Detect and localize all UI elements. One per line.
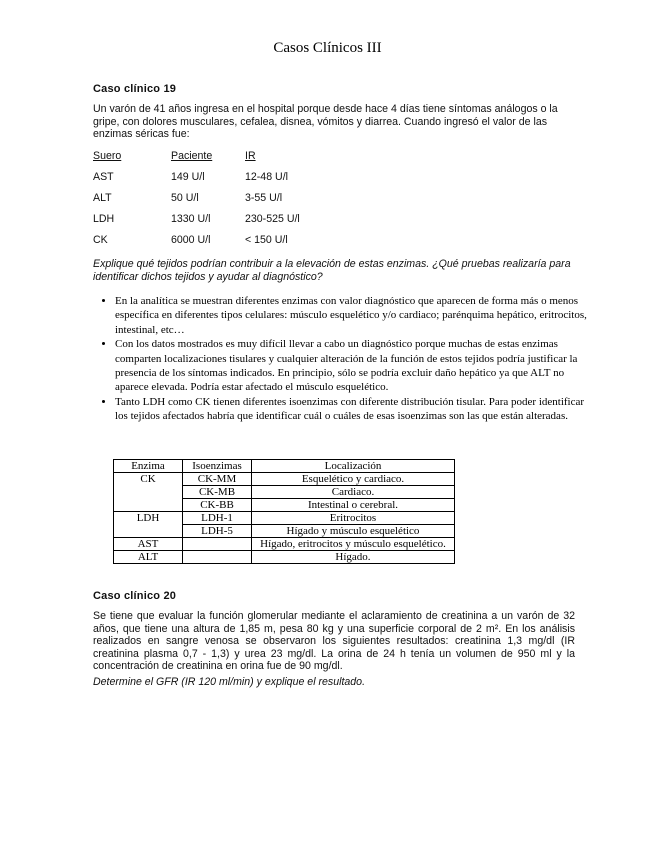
bullet-item: • En la analítica se muestran diferentes enzimas con valor diagnóstico que aparecen de forma más o menos específica en diferentes tipos celulares: músculo esquelético y/o cardiaco; parénquima hepático, eritrocitos, intestinal, etc… [115,294,593,337]
lab-header-paciente: Paciente [171,150,213,162]
bullet-item: • Tanto LDH como CK tienen diferentes isoenzimas con diferente distribución tisular. Para poder identificar los tejidos afectados habría que identificar cuál o cuáles de esas isoenzimas son las que están alteradas. [115,395,593,424]
iso-cell: CK [114,473,183,486]
case19-question: Explique qué tejidos podrían contribuir a la elevación de estas enzimas. ¿Qué pruebas realizaría para identificar dichos tejidos y ayudar al diagnóstico? [93,258,571,283]
iso-cell: LDH-1 [183,512,252,525]
iso-cell: AST [114,538,183,551]
iso-cell: LDH-5 [183,525,252,538]
iso-cell: Hígado, eritrocitos y músculo esquelético. [252,538,455,551]
isoenzyme-table [113,459,455,564]
iso-cell [114,525,183,538]
iso-cell: CK-BB [183,499,252,512]
lab-cell: ALT [93,192,112,204]
lab-cell: AST [93,171,114,183]
iso-cell [114,499,183,512]
iso-header-localizacion: Localización [252,460,455,473]
iso-row [114,551,455,564]
lab-cell: 6000 U/l [171,234,211,246]
case20-question: Determine el GFR (IR 120 ml/min) y explique el resultado. [93,676,366,688]
lab-cell: 230-525 U/l [245,213,300,225]
lab-header-ir: IR [245,150,256,162]
lab-cell: 50 U/l [171,192,199,204]
iso-row [114,538,455,551]
lab-cell: LDH [93,213,115,225]
case20-intro: Se tiene que evaluar la función glomerular mediante el aclaramiento de creatinina a un varón de 32 años, que tiene una altura de 1,85 m, pesa 80 kg y una superficie corporal de 2 m². En los análisis realizados en sangre venosa se observaron los siguientes resultados: creatinina 1,3 mg/dl (IR creatinina plasma 0,7 - 1,3) y urea 23 mg/dl. La orina de 24 h tenía un volumen de 950 ml y la concentración de creatinina en orina fue de 90 mg/dl. [93,610,575,673]
iso-cell [183,551,252,564]
bullet-item: • Con los datos mostrados es muy difícil llevar a cabo un diagnóstico porque muchas de estas enzimas comparten localizaciones tisulares y cualquier alteración de la función de estos tejidos podría justificar la presencia de los síntomas indicados. En principio, sólo se podría excluir daño hepático ya que ALT no aparece elevada. Podría estar afectado el músculo esquelético. [115,337,593,395]
case20-heading: Caso clínico 20 [93,590,177,602]
case19-intro: Un varón de 41 años ingresa en el hospital porque desde hace 4 días tiene síntomas análogos o la gripe, con dolores musculares, cefalea, disnea, vómitos y diarrea. Cuando ingresó el valor de las enzimas séricas fue: [93,103,558,141]
iso-cell: CK-MB [183,486,252,499]
iso-cell: CK-MM [183,473,252,486]
iso-cell: ALT [114,551,183,564]
iso-cell: Esquelético y cardiaco. [252,473,455,486]
lab-cell: 3-55 U/l [245,192,283,204]
iso-cell: Cardiaco. [252,486,455,499]
iso-header-enzima: Enzima [114,460,183,473]
iso-cell [183,538,252,551]
lab-cell: 12-48 U/l [245,171,288,183]
iso-header-row [114,460,455,473]
iso-cell: LDH [114,512,183,525]
lab-cell: CK [93,234,108,246]
iso-cell: Intestinal o cerebral. [252,499,455,512]
case19-heading: Caso clínico 19 [93,83,177,95]
iso-row [114,486,455,499]
iso-cell: Hígado. [252,551,455,564]
lab-cell: < 150 U/l [245,234,288,246]
answer-bullets [97,294,593,424]
iso-header-isoenzimas: Isoenzimas [183,460,252,473]
page-title: Casos Clínicos III [273,40,382,56]
iso-cell: Eritrocitos [252,512,455,525]
iso-row [114,512,455,525]
iso-row [114,525,455,538]
lab-cell: 1330 U/l [171,213,211,225]
iso-row [114,473,455,486]
lab-header-suero: Suero [93,150,122,162]
iso-cell: Hígado y músculo esquelético [252,525,455,538]
iso-cell [114,486,183,499]
lab-cell: 149 U/l [171,171,205,183]
iso-row [114,499,455,512]
